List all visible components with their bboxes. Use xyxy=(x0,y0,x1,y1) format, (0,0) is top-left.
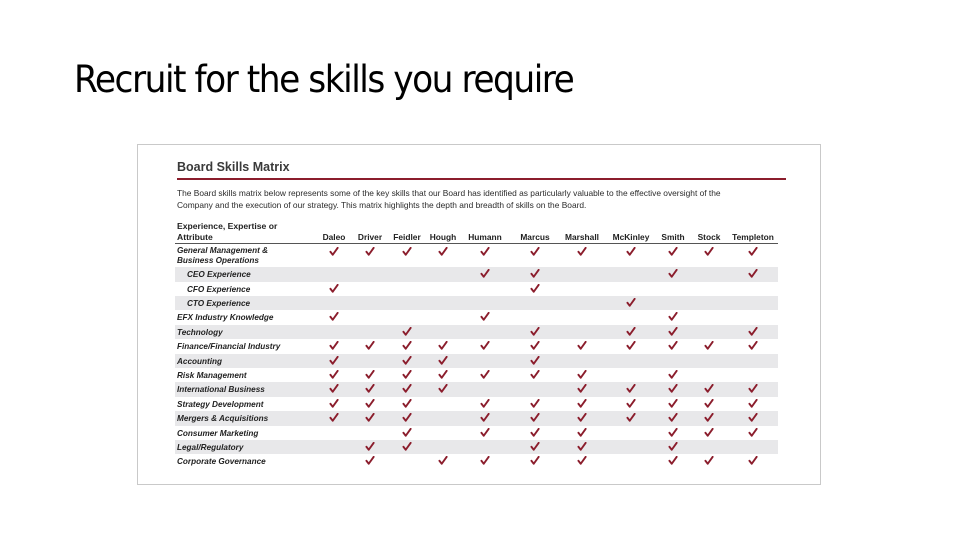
checkmark-icon xyxy=(439,384,448,393)
checkmark-icon xyxy=(366,370,375,379)
checkmark-icon xyxy=(531,284,540,293)
table-row xyxy=(175,426,778,440)
checkmark-icon xyxy=(481,413,490,422)
skill-label-line: General Management & xyxy=(177,246,268,255)
checkmark-icon xyxy=(330,384,339,393)
table-row xyxy=(175,325,778,339)
checkmark-icon xyxy=(749,247,758,256)
checkmark-icon xyxy=(366,384,375,393)
skill-label-line: Technology xyxy=(177,328,223,337)
column-header-smith: Smith xyxy=(661,232,685,242)
slide-title: Recruit for the skills you require xyxy=(74,58,574,101)
checkmark-icon xyxy=(481,247,490,256)
table-row xyxy=(175,368,778,382)
checkmark-icon xyxy=(330,284,339,293)
checkmark-icon xyxy=(705,384,714,393)
checkmark-icon xyxy=(403,356,412,365)
skill-label xyxy=(177,385,265,395)
skill-label-line: International Business xyxy=(177,385,265,394)
skill-label-line: Risk Management xyxy=(177,371,247,380)
checkmark-icon xyxy=(531,456,540,465)
table-row xyxy=(175,282,778,296)
checkmark-icon xyxy=(403,413,412,422)
checkmark-icon xyxy=(481,370,490,379)
table-row xyxy=(175,245,778,267)
checkmark-icon xyxy=(705,413,714,422)
checkmark-icon xyxy=(531,413,540,422)
checkmark-icon xyxy=(531,356,540,365)
table-row xyxy=(175,354,778,368)
checkmark-icon xyxy=(705,247,714,256)
description-line: The Board skills matrix below represents some of the key skills that our Board has identified as particularly valuable to the effective oversight of the xyxy=(177,188,721,198)
checkmark-icon xyxy=(531,327,540,336)
checkmark-icon xyxy=(578,370,587,379)
column-header-hough: Hough xyxy=(429,232,457,242)
table-row xyxy=(175,454,778,469)
skill-label xyxy=(177,313,273,323)
skill-label-line: EFX Industry Knowledge xyxy=(177,313,274,322)
checkmark-icon xyxy=(403,341,412,350)
checkmark-icon xyxy=(366,399,375,408)
checkmark-icon xyxy=(366,413,375,422)
checkmark-icon xyxy=(481,341,490,350)
skill-label-line: Consumer Marketing xyxy=(177,429,259,438)
checkmark-icon xyxy=(578,384,587,393)
row-header xyxy=(177,221,277,242)
column-header-feidler: Feidler xyxy=(393,232,421,242)
table-row xyxy=(175,440,778,454)
skill-label xyxy=(177,414,268,424)
table-row xyxy=(175,397,778,411)
checkmark-icon xyxy=(330,341,339,350)
column-header-templeton: Templeton xyxy=(732,232,774,242)
skill-label xyxy=(177,371,247,381)
header-divider xyxy=(175,243,778,244)
skill-label xyxy=(177,357,222,367)
checkmark-icon xyxy=(330,312,339,321)
matrix-description xyxy=(177,188,792,211)
skill-label-line: Business Operations xyxy=(177,256,259,265)
checkmark-icon xyxy=(578,247,587,256)
checkmark-icon xyxy=(627,413,636,422)
skill-label-line: CEO Experience xyxy=(187,270,251,279)
checkmark-icon xyxy=(330,356,339,365)
skill-label-line: Corporate Governance xyxy=(177,457,266,466)
checkmark-icon xyxy=(749,327,758,336)
checkmark-icon xyxy=(749,341,758,350)
skill-label xyxy=(187,285,250,295)
checkmark-icon xyxy=(403,399,412,408)
board-skills-matrix-image xyxy=(137,144,821,485)
checkmark-icon xyxy=(627,341,636,350)
checkmark-icon xyxy=(403,384,412,393)
checkmark-icon xyxy=(439,370,448,379)
checkmark-icon xyxy=(669,247,678,256)
checkmark-icon xyxy=(403,370,412,379)
column-header-humann: Humann xyxy=(468,232,502,242)
checkmark-icon xyxy=(669,428,678,437)
checkmark-icon xyxy=(669,413,678,422)
skill-label-line: CFO Experience xyxy=(187,285,251,294)
checkmark-icon xyxy=(627,298,636,307)
skill-label-line: Finance/Financial Industry xyxy=(177,342,281,351)
column-header-mckinley: McKinley xyxy=(612,232,650,242)
checkmark-icon xyxy=(366,456,375,465)
checkmark-icon xyxy=(669,269,678,278)
checkmark-icon xyxy=(749,269,758,278)
table-row xyxy=(175,267,778,282)
checkmark-icon xyxy=(705,456,714,465)
checkmark-icon xyxy=(669,384,678,393)
checkmark-icon xyxy=(578,399,587,408)
skill-label xyxy=(177,457,266,467)
checkmark-icon xyxy=(578,442,587,451)
skill-label-line: CTO Experience xyxy=(187,299,251,308)
checkmark-icon xyxy=(578,428,587,437)
checkmark-icon xyxy=(481,312,490,321)
checkmark-icon xyxy=(366,442,375,451)
skill-label-line: Legal/Regulatory xyxy=(177,443,244,452)
skill-label xyxy=(177,328,223,338)
column-header-marcus: Marcus xyxy=(520,232,550,242)
checkmark-icon xyxy=(531,269,540,278)
column-header-daleo: Daleo xyxy=(322,232,346,242)
checkmark-icon xyxy=(749,384,758,393)
checkmark-icon xyxy=(669,442,678,451)
skill-label xyxy=(187,270,251,280)
skill-label xyxy=(177,400,263,410)
checkmark-icon xyxy=(439,341,448,350)
skill-label-line: Accounting xyxy=(177,357,223,366)
checkmark-icon xyxy=(669,312,678,321)
checkmark-icon xyxy=(705,341,714,350)
checkmark-icon xyxy=(578,456,587,465)
skill-label xyxy=(177,342,280,352)
checkmark-icon xyxy=(403,442,412,451)
checkmark-icon xyxy=(749,456,758,465)
checkmark-icon xyxy=(531,341,540,350)
checkmark-icon xyxy=(481,456,490,465)
checkmark-icon xyxy=(439,247,448,256)
column-header-marshall: Marshall xyxy=(565,232,599,242)
checkmark-icon xyxy=(669,370,678,379)
checkmark-icon xyxy=(481,399,490,408)
checkmark-icon xyxy=(705,428,714,437)
table-row xyxy=(175,382,778,397)
row-header-line: Experience, Expertise or xyxy=(177,221,278,231)
checkmark-icon xyxy=(366,341,375,350)
checkmark-icon xyxy=(403,428,412,437)
checkmark-icon xyxy=(403,247,412,256)
checkmark-icon xyxy=(749,413,758,422)
title-rule xyxy=(177,178,786,180)
table-row xyxy=(175,411,778,426)
checkmark-icon xyxy=(531,399,540,408)
checkmark-icon xyxy=(439,356,448,365)
skill-label xyxy=(177,429,258,439)
skill-label-line: Strategy Development xyxy=(177,400,264,409)
skill-label-line: Mergers & Acquisitions xyxy=(177,414,269,423)
checkmark-icon xyxy=(531,370,540,379)
checkmark-icon xyxy=(330,399,339,408)
checkmark-icon xyxy=(669,341,678,350)
checkmark-icon xyxy=(531,247,540,256)
checkmark-icon xyxy=(627,327,636,336)
table-row xyxy=(175,339,778,354)
description-line: Company and the execution of our strategy. This matrix highlights the depth and breadth of skills on the Board. xyxy=(177,199,587,210)
column-header-stock: Stock xyxy=(697,232,721,242)
checkmark-icon xyxy=(330,247,339,256)
checkmark-icon xyxy=(627,384,636,393)
checkmark-icon xyxy=(481,269,490,278)
table-row xyxy=(175,296,778,310)
checkmark-icon xyxy=(705,399,714,408)
checkmark-icon xyxy=(366,247,375,256)
checkmark-icon xyxy=(669,327,678,336)
checkmark-icon xyxy=(669,399,678,408)
column-header-driver: Driver xyxy=(357,232,383,242)
checkmark-icon xyxy=(481,428,490,437)
skill-label xyxy=(187,299,250,309)
checkmark-icon xyxy=(627,247,636,256)
checkmark-icon xyxy=(403,327,412,336)
checkmark-icon xyxy=(749,428,758,437)
checkmark-icon xyxy=(669,456,678,465)
skill-label xyxy=(177,443,243,453)
row-header-line: Attribute xyxy=(177,231,213,242)
checkmark-icon xyxy=(531,442,540,451)
checkmark-icon xyxy=(330,370,339,379)
checkmark-icon xyxy=(330,413,339,422)
matrix-title: Board Skills Matrix xyxy=(177,160,290,174)
checkmark-icon xyxy=(627,399,636,408)
checkmark-icon xyxy=(578,413,587,422)
checkmark-icon xyxy=(749,399,758,408)
checkmark-icon xyxy=(439,456,448,465)
checkmark-icon xyxy=(578,341,587,350)
checkmark-icon xyxy=(531,428,540,437)
table-row xyxy=(175,310,778,325)
skill-label xyxy=(177,246,268,266)
